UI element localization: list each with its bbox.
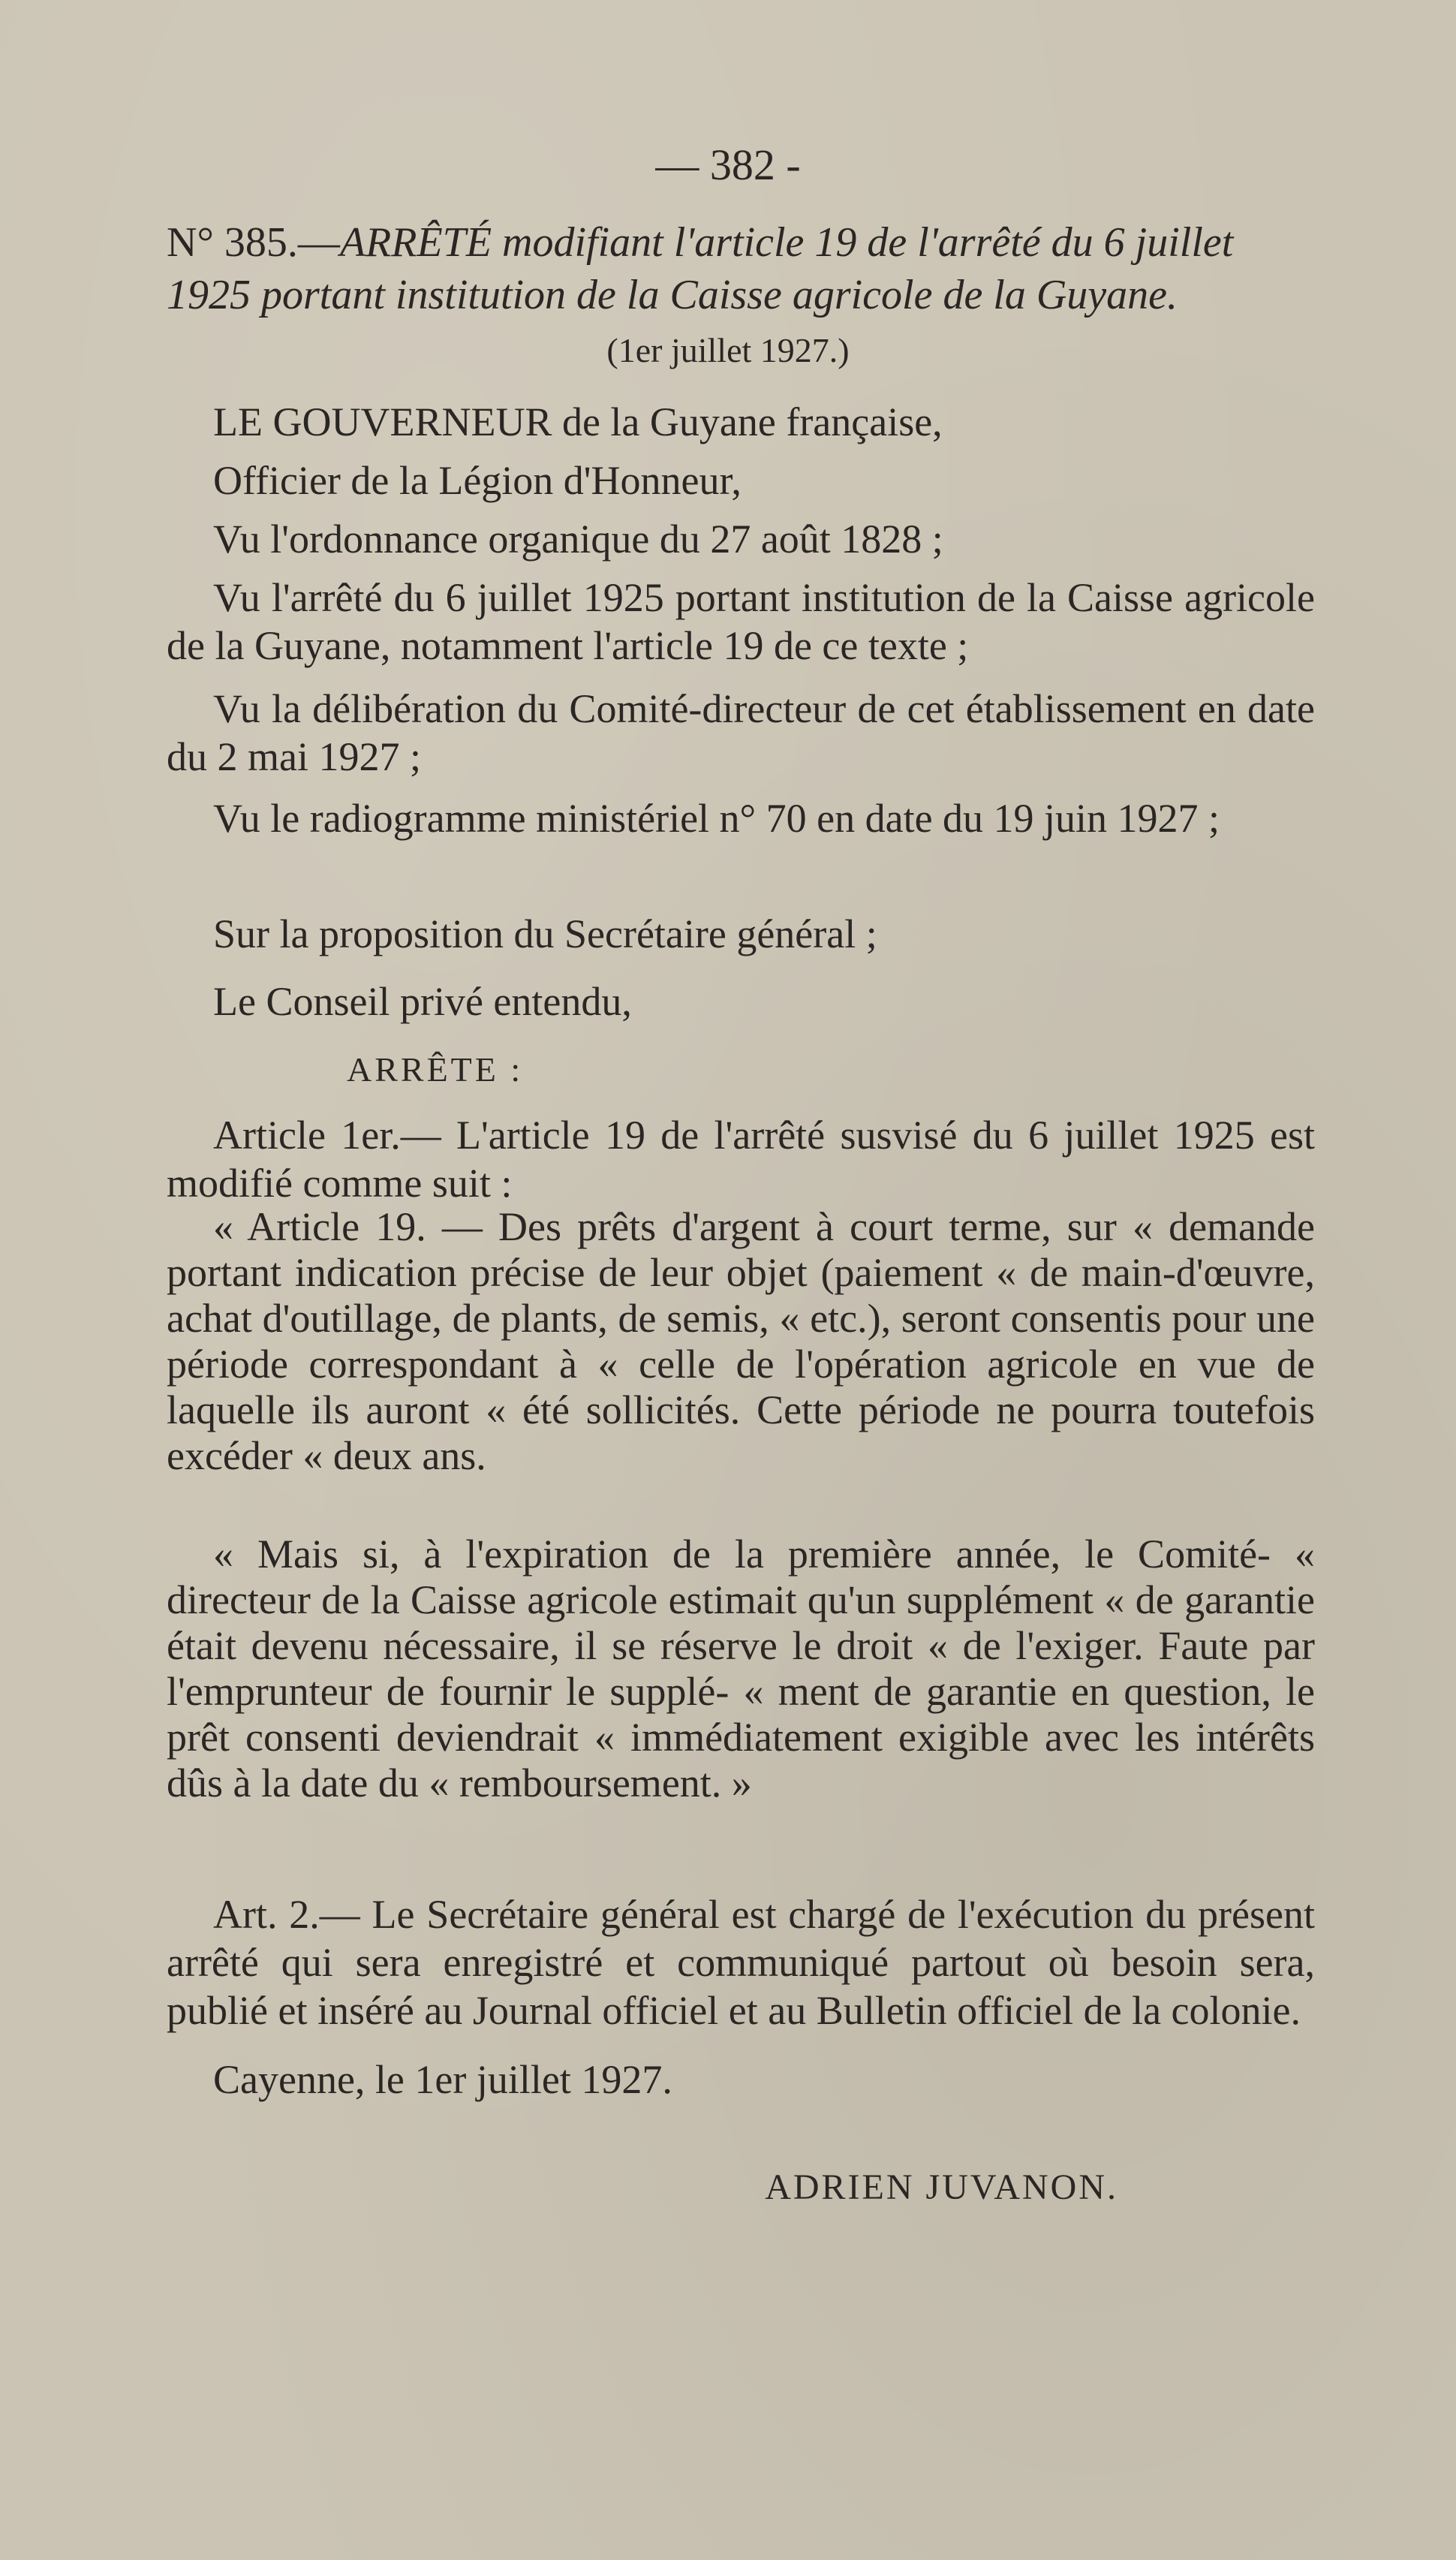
closing-place-date: Cayenne, le 1er juillet 1927.: [213, 2057, 672, 2102]
preamble-vu-radiogramme: Vu le radiogramme ministériel n° 70 en date du 19 juin 1927 ;: [213, 796, 1220, 841]
decree-date: (1er juillet 1927.): [606, 331, 850, 369]
preamble-conseil: Le Conseil privé entendu,: [213, 979, 632, 1024]
page-number: — 382 -: [655, 140, 801, 189]
preamble-vu-arrete: Vu l'arrêté du 6 juillet 1925 portant institution de la Caisse agricole de la Guyane, notamment l'article 19 de ce texte ;: [167, 575, 1315, 668]
preamble-proposition: Sur la proposition du Secrétaire général ;: [213, 911, 877, 956]
article-19-guarantee: « Mais si, à l'expiration de la première année, le Comité- « directeur de la Caisse agricole estimait qu'un supplément « de garantie était devenu nécessaire, il se réserve le droit « de l'exiger. Faute par l'emprunteur de fournir le supplé- « ment de garantie en question, le prêt consenti deviendrait « immédiatement exigible avec les intérêts dûs à la date du « remboursement. »: [167, 1531, 1315, 1806]
arrete-label: ARRÊTE :: [347, 1050, 524, 1089]
preamble-vu-deliberation: Vu la délibération du Comité-directeur de cet établissement en date du 2 mai 1927 ;: [167, 686, 1315, 779]
article-1: Article 1er.— L'article 19 de l'arrêté susvisé du 6 juillet 1925 est modifié comme suit :: [167, 1113, 1315, 1206]
preamble-governor: LE GOUVERNEUR de la Guyane française,: [213, 399, 943, 444]
signature: ADRIEN JUVANON.: [765, 2167, 1118, 2207]
article-19-text: « Article 19. — Des prêts d'argent à court terme, sur « demande portant indication précise de leur objet (paiement « de main-d'œuvre, achat d'outillage, de plants, de semis, « etc.), seront consentis pour une période correspondant à « celle de l'opération agricole en vue de laquelle ils auront « été sollicités. Cette période ne pourra toutefois excéder « deux ans.: [167, 1204, 1315, 1478]
decree-heading: [167, 216, 1315, 321]
decree-title: ARRÊTÉ modifiant l'article 19 de l'arrêté du 6 juillet 1925 portant institution de la Caisse agricole de la Guyane.: [167, 219, 1234, 318]
preamble-vu-ordonnance: Vu l'ordonnance organique du 27 août 1828 ;: [213, 517, 943, 562]
article-2: Art. 2.— Le Secrétaire général est chargé de l'exécution du présent arrêté qui sera enregistré et communiqué partout où besoin sera, publié et inséré au Journal officiel et au Bulletin officiel de la colonie.: [167, 1892, 1315, 2033]
decree-number: N° 385.—: [167, 219, 340, 266]
preamble-officer: Officier de la Légion d'Honneur,: [213, 458, 742, 503]
